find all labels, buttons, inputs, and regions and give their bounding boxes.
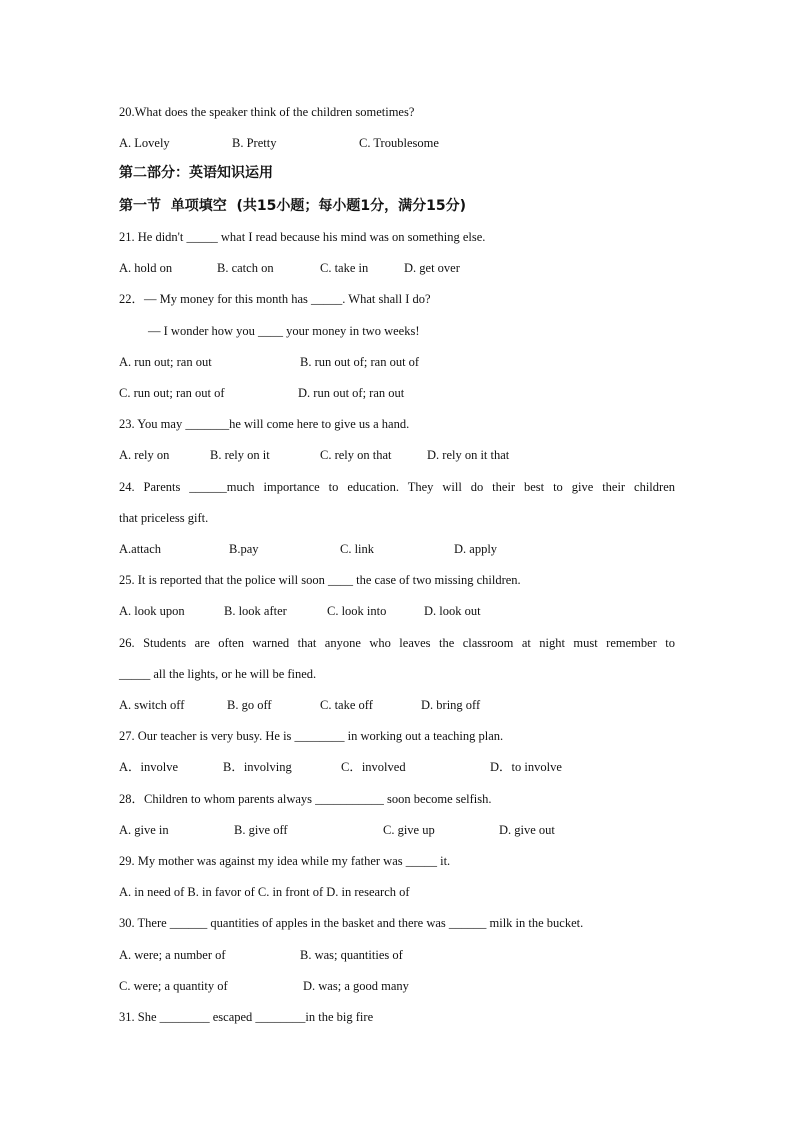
q21-option-b: B. catch on (217, 261, 274, 275)
q21-option-a: A. hold on (119, 261, 173, 275)
q25-option-b: B. look after (224, 604, 287, 618)
q28-option-c: C. give up (383, 823, 435, 837)
part2-title: 第二部分：英语知识运用 (119, 165, 273, 181)
question-29-options: A. in need of B. in favor of C. in front of D. in research of (119, 885, 410, 899)
question-22-stem: 22．— My money for this month has _____. What shall I do? (119, 292, 431, 306)
q25-option-a: A. look upon (119, 604, 185, 618)
q23-option-b: B. rely on it (210, 448, 270, 462)
q23-option-a: A. rely on (119, 448, 170, 462)
question-22-reply: — I wonder how you ____ your money in two weeks! (148, 324, 420, 338)
q22-option-d: D. run out of; ran out (298, 386, 405, 400)
q27-option-a: A．involve (119, 760, 179, 774)
question-30-stem: 30. There ______ quantities of apples in the basket and there was ______ milk in the bucket. (119, 916, 584, 930)
question-20-stem: 20.What does the speaker think of the children sometimes? (119, 105, 415, 119)
q24-option-d: D. apply (454, 542, 498, 556)
q30-option-a: A. were; a number of (119, 948, 226, 962)
q20-option-a: A. Lovely (119, 136, 170, 150)
q22-option-c: C. run out; ran out of (119, 386, 225, 400)
q28-option-a: A. give in (119, 823, 169, 837)
question-23-stem: 23. You may _______he will come here to give us a hand. (119, 417, 410, 431)
q24-option-c: C. link (340, 542, 375, 556)
question-24-stem-line2: that priceless gift. (119, 511, 209, 525)
question-31-stem: 31. She ________ escaped ________in the big fire (119, 1010, 374, 1024)
q25-option-c: C. look into (327, 604, 387, 618)
q27-option-b: B．involving (223, 760, 292, 774)
q25-option-d: D. look out (424, 604, 481, 618)
question-25-stem: 25. It is reported that the police will soon ____ the case of two missing children. (119, 573, 521, 587)
q24-option-a: A.attach (119, 542, 161, 556)
section1-title: 第一节 单项填空 (共15小题；每小题1分，满分15分) (119, 198, 466, 214)
q26-option-c: C. take off (320, 698, 373, 712)
q21-option-d: D. get over (404, 261, 460, 275)
question-28-stem: 28．Children to whom parents always ___________ soon become selfish. (119, 792, 492, 806)
q26-option-d: D. bring off (421, 698, 481, 712)
q28-option-d: D. give out (499, 823, 555, 837)
q27-option-c: C．involved (341, 760, 406, 774)
question-29-stem: 29. My mother was against my idea while my father was _____ it. (119, 854, 451, 868)
q30-option-b: B. was; quantities of (300, 948, 403, 962)
question-26-stem-line1: 26. Students are often warned that anyone who leaves the classroom at night must remember to (119, 636, 675, 650)
question-21-stem: 21. He didn't _____ what I read because his mind was on something else. (119, 230, 486, 244)
q28-option-b: B. give off (234, 823, 288, 837)
q26-option-a: A. switch off (119, 698, 185, 712)
q21-option-c: C. take in (320, 261, 369, 275)
q20-option-b: B. Pretty (232, 136, 277, 150)
q23-option-c: C. rely on that (320, 448, 392, 462)
q22-option-a: A. run out; ran out (119, 355, 212, 369)
question-26-stem-line2: _____ all the lights, or he will be fined. (119, 667, 317, 681)
q22-option-b: B. run out of; ran out of (300, 355, 420, 369)
q30-option-c: C. were; a quantity of (119, 979, 228, 993)
q23-option-d: D. rely on it that (427, 448, 510, 462)
q27-option-d: D．to involve (490, 760, 562, 774)
q24-option-b: B.pay (229, 542, 259, 556)
question-24-stem-line1: 24. Parents ______much importance to education. They will do their best to give their children (119, 480, 675, 494)
q20-option-c: C. Troublesome (359, 136, 439, 150)
question-27-stem: 27. Our teacher is very busy. He is ________ in working out a teaching plan. (119, 729, 504, 743)
q26-option-b: B. go off (227, 698, 272, 712)
q30-option-d: D. was; a good many (303, 979, 409, 993)
